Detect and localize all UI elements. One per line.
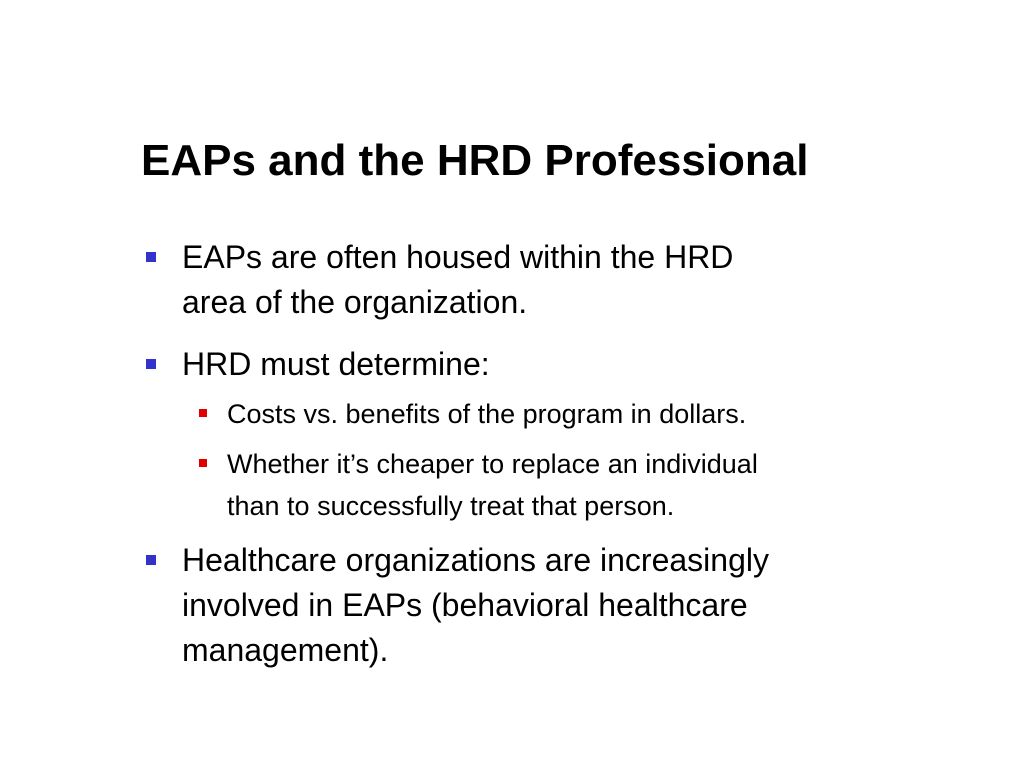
bullet-item xyxy=(182,235,942,325)
bullet-text-line: HRD must determine: xyxy=(182,346,490,382)
bullet-text-line: EAPs are often housed within the HRD xyxy=(182,239,734,275)
sub-bullet-item xyxy=(227,443,927,527)
bullet-item xyxy=(182,342,942,387)
square-bullet-icon xyxy=(146,252,156,262)
bullet-item xyxy=(182,538,942,673)
sub-bullet-text-line: Whether it’s cheaper to replace an individual xyxy=(227,449,758,479)
square-bullet-icon xyxy=(199,459,207,467)
bullet-text-line: Healthcare organizations are increasingly xyxy=(182,542,769,578)
bullet-text-line: management). xyxy=(182,632,389,668)
square-bullet-icon xyxy=(199,409,207,417)
slide-title: EAPs and the HRD Professional xyxy=(141,136,809,185)
sub-bullet-text-line: Costs vs. benefits of the program in dollars. xyxy=(227,399,747,429)
bullet-text-line: involved in EAPs (behavioral healthcare xyxy=(182,587,748,623)
square-bullet-icon xyxy=(146,555,156,565)
sub-bullet-item xyxy=(227,393,927,435)
sub-bullet-text-line: than to successfully treat that person. xyxy=(227,491,675,521)
bullet-text-line: area of the organization. xyxy=(182,284,528,320)
square-bullet-icon xyxy=(146,359,156,369)
